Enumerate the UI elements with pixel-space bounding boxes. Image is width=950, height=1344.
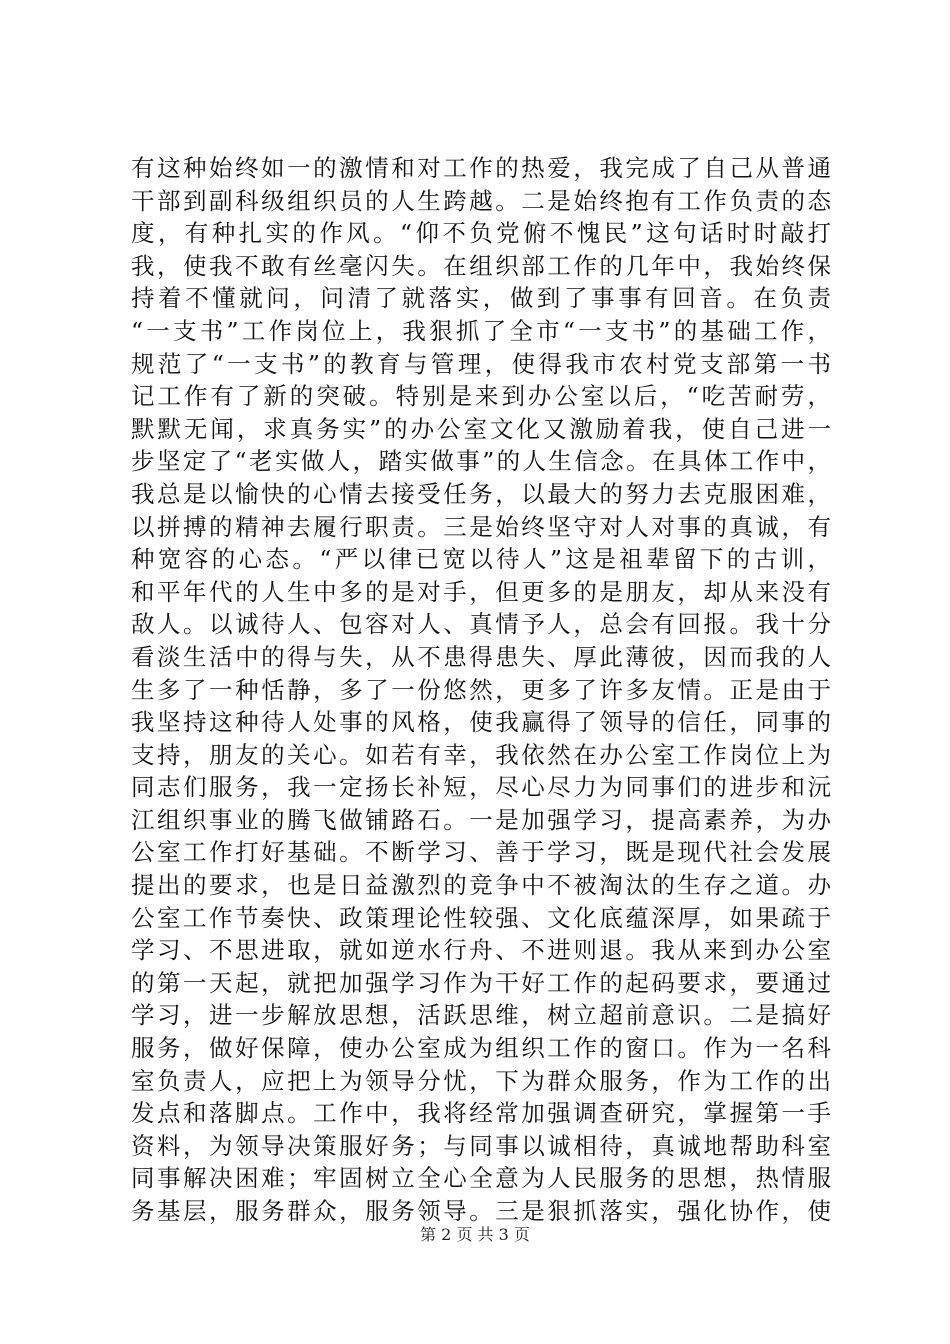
text-line: 默默无闻，求真务实”的办公室文化又激励着我，使自己进一 bbox=[131, 414, 831, 443]
text-line: 看淡生活中的得与失，从不患得患失、厚此薄彼，因而我的人 bbox=[131, 642, 831, 671]
body-text bbox=[131, 152, 831, 1228]
text-line: 种宽容的心态。“严以律已宽以待人”这是祖辈留下的古训， bbox=[131, 545, 831, 574]
text-line: 学习，进一步解放思想，活跃思维，树立超前意识。二是搞好 bbox=[131, 1001, 831, 1030]
text-line: 有这种始终如一的激情和对工作的热爱，我完成了自己从普通 bbox=[131, 154, 831, 182]
text-line: 记工作有了新的突破。特别是来到办公室以后，“吃苦耐劳， bbox=[131, 382, 831, 411]
text-line: 发点和落脚点。工作中，我将经常加强调查研究，掌握第一手 bbox=[131, 1099, 831, 1128]
text-line: 江组织事业的腾飞做铺路石。一是加强学习，提高素养，为办 bbox=[131, 805, 831, 834]
text-line: 干部到副科级组织员的人生跨越。二是始终抱有工作负责的态 bbox=[131, 186, 831, 215]
text-line: 以拼搏的精神去履行职责。三是始终坚守对人对事的真诚，有 bbox=[131, 512, 831, 541]
text-line: 服务，做好保障，使办公室成为组织工作的窗口。作为一名科 bbox=[131, 1034, 831, 1063]
text-line: 敌人。以诚待人、包容对人、真情予人，总会有回报。我十分 bbox=[131, 610, 831, 639]
text-line: 步坚定了“老实做人，踏实做事”的人生信念。在具体工作中， bbox=[131, 447, 831, 476]
text-line: 公室工作打好基础。不断学习、善于学习，既是现代社会发展 bbox=[131, 838, 831, 867]
text-line: “一支书”工作岗位上，我狠抓了全市“一支书”的基础工作， bbox=[131, 316, 831, 345]
text-line: 的第一天起，就把加强学习作为干好工作的起码要求，要通过 bbox=[131, 968, 831, 997]
text-line: 学习、不思进取，就如逆水行舟、不进则退。我从来到办公室 bbox=[131, 936, 831, 965]
text-line: 我总是以愉快的心情去接受任务，以最大的努力去克服困难， bbox=[131, 479, 831, 508]
text-line: 同志们服务，我一定扬长补短，尽心尽力为同事们的进步和沅 bbox=[131, 773, 831, 802]
text-line: 规范了“一支书”的教育与管理，使得我市农村党支部第一书 bbox=[131, 349, 831, 378]
text-line: 室负责人，应把上为领导分忧，下为群众服务，作为工作的出 bbox=[131, 1066, 831, 1095]
text-line: 我，使我不敢有丝毫闪失。在组织部工作的几年中，我始终保 bbox=[131, 251, 831, 280]
text-line: 我坚持这种待人处事的风格，使我赢得了领导的信任，同事的 bbox=[131, 708, 831, 737]
text-line: 支持，朋友的关心。如若有幸，我依然在办公室工作岗位上为 bbox=[131, 740, 831, 769]
text-line: 同事解决困难；牢固树立全心全意为人民服务的思想，热情服 bbox=[131, 1164, 831, 1193]
text-line: 资料，为领导决策服好务；与同事以诚相待，真诚地帮助科室 bbox=[131, 1131, 831, 1160]
text-line: 度，有种扎实的作风。“仰不负党俯不愧民”这句话时时敲打 bbox=[131, 219, 831, 248]
text-line: 持着不懂就问，问清了就落实，做到了事事有回音。在负责 bbox=[131, 284, 831, 313]
text-line: 提出的要求，也是日益激烈的竞争中不被淘汰的生存之道。办 bbox=[131, 871, 831, 900]
text-line: 和平年代的人生中多的是对手，但更多的是朋友，却从来没有 bbox=[131, 577, 831, 606]
text-line: 公室工作节奏快、政策理论性较强、文化底蕴深厚，如果疏于 bbox=[131, 903, 831, 932]
page-footer: 第 2 页 共 3 页 bbox=[420, 1225, 530, 1244]
text-line: 生多了一种恬静，多了一份悠然，更多了许多友情。正是由于 bbox=[131, 675, 831, 704]
text-line: 务基层，服务群众，服务领导。三是狠抓落实，强化协作，使 bbox=[131, 1197, 831, 1225]
